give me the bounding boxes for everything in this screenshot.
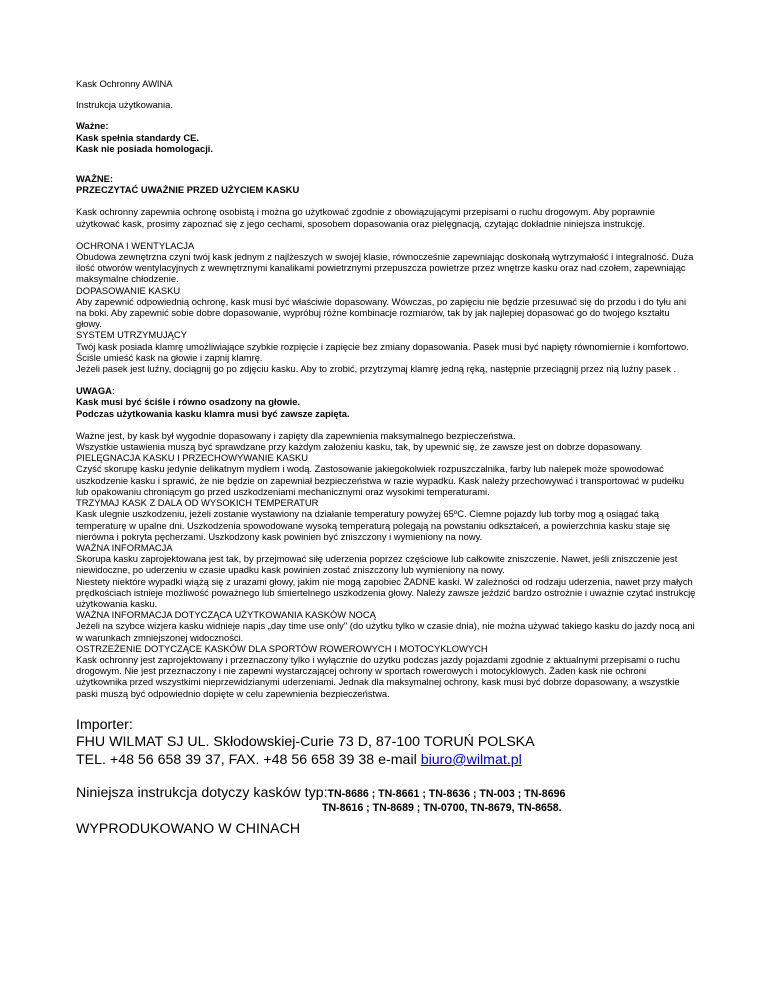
section-heading-protection: OCHRONA I WENTYLACJA (76, 239, 195, 251)
intro-paragraph: Kask ochronny zapewnia ochronę osobistą i można go użytkować zgodnie z obowiązującymi przepisami o ruchu drogowym. Aby poprawnie użytkować kask, prosimy zapoznać się z jego cechami, sposobem dopasowania oraz pielęgnacją, czytając dokładnie niniejsza instrukcję. (76, 206, 655, 229)
fit-note-2: Wszystkie ustawienia muszą być sprawdzane przy każdym założeniu kasku, tak, by upewnić się, że zawsze jest on dobrze dopasowany. (76, 441, 643, 453)
email-link[interactable]: biuro@wilmat.pl (420, 751, 522, 768)
made-in: WYPRODUKOWANO W CHINACH (76, 821, 301, 838)
warning-line: PRZECZYTAĆ UWAŻNIE PRZED UŻYCIEM KASKU (76, 184, 300, 196)
section-heading-info: WAŻNA INFORMACJA (76, 541, 173, 553)
section-text-retention: Twój kask posiada klamrę umożliwiające szybkie rozpięcie i zapięcie bez zmiany dopasowania. Pasek musi być napięty równomiernie i komfortowo. Ściśle umieść kask na głowie i zapnij klamrę. (76, 340, 689, 363)
document-page (76, 78, 696, 838)
important-line-2: Kask nie posiada homologacji. (76, 142, 214, 154)
models-line-2: TN-8616 ; TN-8689 ; TN-0700, TN-8679, TN-8658. (322, 802, 562, 815)
section-text-sports: Kask ochronny jest zaprojektowany i przeznaczony tylko i wyłącznie do użytku podczas jazdy pojazdami zgodnie z aktualnymi przepisami o ruchu drogowym. Nie jest przeznaczony i nie zapewni wystarczającej ochrony w sportach rowerowych i motocyklowych. Żaden kask nie ochroni użytkownika przed wszystkimi nieprzewidzianymi uderzeniami. Jednak dla maksymalnej ochrony, kask musi być dobrze dopasowany, a wszystkie paski muszą być odpowiednio dopięte w celu zapewnienia bezpieczeństwa. (76, 653, 680, 699)
importer-block (76, 717, 696, 770)
section-text-protection: Obudowa zewnętrzna czyni twój kask jednym z najlżeszych w swojej klasie, równocześnie zapewniając doskonałą wytrzymałość i integralność. Duża ilość otworów wentylacyjnych z wewnętrznymi kanalikami powietrznymi przepuszcza powietrze przez wnętrze kasku oraz nad czołem, zapewniając maksymalne chłodzenie. (76, 251, 694, 285)
section-text-retention-2: Jeżeli pasek jest luźny, dociągnij go po zdjęciu kasku. Aby to zrobić, przytrzymaj klamrę jedną ręką, następnie przeciągnij przez nią luźny pasek . (76, 363, 677, 375)
importer-contact (76, 752, 696, 770)
section-heading-retention: SYSTEM UTRZYMUJĄCY (76, 329, 187, 341)
section-heading-night: WAŻNA INFORMACJA DOTYCZĄCA UŻYTKOWANIA KASKÓW NOCĄ (76, 609, 376, 621)
warning-heading: WAŻNE: (76, 173, 113, 185)
models-block (76, 785, 696, 815)
section-text-info-2: Niestety niektóre wypadki wiążą się z urazami głowy, jakim nie mogą zapobiec ŻADNE kaski. W zależności od rodzaju uderzenia, nawet przy małych prędkościach istnieje możliwość poważnego lub śmiertelnego uszkodzenia głowy. Należy zawsze jeździć bardzo ostrożnie i uważnie czytać instrukcję użytkowania kasku. (76, 575, 696, 609)
important-line-1: Kask spełnia standardy CE. (76, 131, 199, 143)
section-text-fit: Aby zapewnić odpowiednią ochronę, kask musi być właściwie dopasowany. Wówczas, po zapięciu nie będzie przesuwać się do przodu i do tyłu ani na boki. Aby zapewnić sobie dobre dopasowanie, wypróbuj różne kombinacje rozmiarów, tak by jak najlepiej dopasować go do twojego kształtu głowy. (76, 295, 687, 330)
section-heading-fit: DOPASOWANIE KASKU (76, 284, 181, 296)
important-heading: Ważne: (76, 120, 109, 132)
doc-subtitle: Instrukcja użytkowania. (76, 99, 173, 111)
importer-label: Importer: (76, 716, 133, 733)
importer-contact-text: TEL. +48 56 658 39 37, FAX. +48 56 658 39 38 e-mail (76, 751, 421, 768)
section-heading-heat: TRZYMAJ KASK Z DALA OD WYSOKICH TEMPERATUR (76, 497, 319, 509)
models-label: Niniejsza instrukcja dotyczy kasków typ: (76, 785, 328, 802)
doc-title: Kask Ochronny AWINA (76, 78, 173, 89)
section-text-info: Skorupa kasku zaprojektowana jest tak, by przejmować siłę uderzenia poprzez częściowe lub całkowite zniszczenie. Nawet, jeśli zniszczenie jest niewidoczne, po uderzeniu w czasie upadku kask powinien zostać zniszczony lub wymieniony na nowy. (76, 553, 678, 576)
section-text-night: Jeżeli na szybce wizjera kasku widnieje napis „day time use only" (do użytku tylko w czasie dnia), nie można używać takiego kasku do jazdy nocą ani w warunkach zmniejszonej widoczności. (76, 620, 695, 643)
section-text-heat: Kask ulegnie uszkodzeniu, jeżeli zostanie wystawiony na działanie temperatury powyżej 65ºC. Ciemne pojazdy lub torby mog ą osiągać taką temperaturę w upalne dni. Uszkodzenia spowodowane wysoką temperaturą polegają na powstaniu odkształceń, a powierzchnia kasku staje się nierówna i pokryta pęcherzami. Uszkodzony kask powinien być zniszczony i wymieniony na nowy. (76, 508, 671, 542)
models-line-1: TN-8686 ; TN-8661 ; TN-8636 ; TN-003 ; TN-8696 (327, 788, 566, 801)
section-text-care: Czyść skorupę kasku jedynie delikatnym mydłem i wodą. Zastosowanie jakiegokolwiek rozpuszczalnika, farby lub nalepek może spowodować uszkodzenie kasku i sprawić, że nie będzie on zapewniał bezpieczeństwa w razie wypadku. Kask należy przechowywać i transportować w pudełku lub opakowaniu chroniącym go przed uszkodzeniami mechanicznymi oraz wysokimi temperaturami. (76, 463, 685, 497)
caution-line-1: Kask musi być ściśle i równo osadzony na głowie. (76, 396, 301, 408)
caution-heading: UWAGA: (76, 385, 116, 397)
caution-line-2: Podczas użytkowania kasku klamra musi być zawsze zapięta. (76, 407, 350, 419)
section-heading-sports: OSTRZEŻENIE DOTYCZĄCE KASKÓW DLA SPORTÓW ROWEROWYCH I MOTOCYKLOWYCH (76, 642, 488, 654)
section-heading-care: PIELĘGNACJA KASKU I PRZECHOWYWANIE KASKU (76, 452, 308, 464)
importer-company: FHU WILMAT SJ UL. Skłodowskiej-Curie 73 D, 87-100 TORUŃ POLSKA (76, 734, 535, 751)
fit-note-1: Ważne jest, by kask był wygodnie dopasowany i zapięty dla zapewnienia maksymalnego bezpieczeństwa. (76, 429, 516, 441)
